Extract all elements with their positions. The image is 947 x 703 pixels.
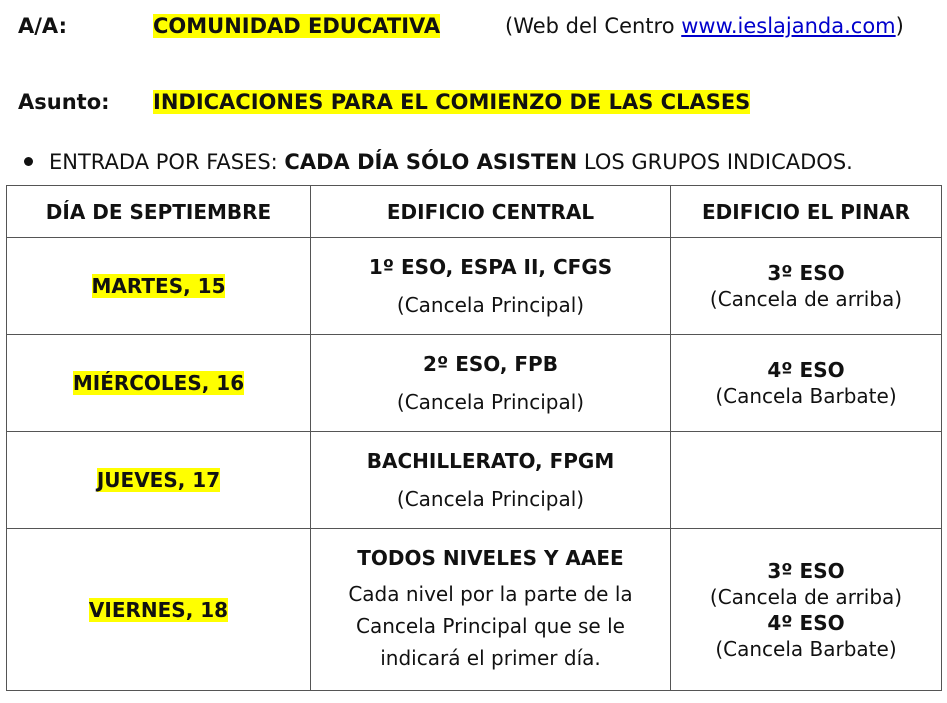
pinar-cell — [671, 335, 942, 432]
pinar-gate: (Cancela de arriba) — [709, 584, 903, 609]
central-gate: (Cancela Principal) — [396, 390, 585, 414]
day-label: MIÉRCOLES, 16 — [72, 371, 245, 395]
central-gate: (Cancela Principal) — [396, 293, 585, 317]
bullet-item — [24, 150, 853, 174]
day-cell — [7, 335, 311, 432]
central-groups: TODOS NIVELES Y AAEE — [357, 545, 624, 570]
bullet-dot-icon — [24, 157, 33, 166]
table-row — [7, 238, 942, 335]
header-central-text: EDIFICIO CENTRAL — [386, 199, 595, 224]
day-label: JUEVES, 17 — [96, 468, 221, 492]
header-day: DÍA DE SEPTIEMBRE — [7, 186, 311, 238]
day-label: VIERNES, 18 — [88, 597, 229, 622]
subject-label: Asunto: — [18, 90, 110, 114]
header-pinar: EDIFICIO EL PINAR — [671, 186, 942, 238]
web-link[interactable]: www.ieslajanda.com — [681, 14, 896, 38]
pinar-gate: (Cancela Barbate) — [715, 636, 897, 661]
central-cell — [311, 529, 671, 691]
table-row — [7, 335, 942, 432]
pinar-groups: 4º ESO — [767, 610, 845, 635]
table-row — [7, 529, 942, 691]
central-cell — [311, 335, 671, 432]
bullet-part3: LOS GRUPOS INDICADOS. — [577, 150, 853, 174]
day-cell — [7, 432, 311, 529]
day-label: MARTES, 15 — [91, 274, 226, 298]
to-label: A/A: — [18, 14, 67, 38]
bullet-part1: ENTRADA POR FASES: — [49, 150, 285, 174]
to-value: COMUNIDAD EDUCATIVA — [153, 14, 441, 38]
web-prefix: (Web del Centro — [505, 14, 682, 38]
schedule-table — [6, 185, 942, 691]
pinar-gate: (Cancela de arriba) — [709, 287, 903, 311]
header-central — [311, 186, 671, 238]
bullet-part2: CADA DÍA SÓLO ASISTEN — [284, 150, 578, 174]
central-groups: 2º ESO, FPB — [423, 352, 558, 376]
central-cell — [311, 238, 671, 335]
central-cell — [311, 432, 671, 529]
pinar-cell — [671, 238, 942, 335]
pinar-cell — [671, 529, 942, 691]
central-note-line: indicará el primer día. — [380, 645, 601, 670]
pinar-groups: 4º ESO — [767, 358, 845, 382]
central-note-line: Cada nivel por la parte de la — [348, 581, 633, 606]
table-row — [7, 432, 942, 529]
central-groups: 1º ESO, ESPA II, CFGS — [368, 255, 613, 279]
subject-value: INDICACIONES PARA EL COMIENZO DE LAS CLASES — [153, 90, 751, 114]
central-note-line: Cancela Principal que se le — [356, 613, 625, 638]
central-note — [348, 578, 632, 674]
web-reference — [505, 14, 904, 38]
central-groups: BACHILLERATO, FPGM — [366, 449, 615, 473]
day-cell — [7, 529, 311, 691]
central-gate: (Cancela Principal) — [396, 487, 585, 511]
day-cell — [7, 238, 311, 335]
pinar-groups: 3º ESO — [767, 558, 845, 583]
pinar-groups: 3º ESO — [767, 261, 845, 285]
pinar-gate: (Cancela Barbate) — [715, 384, 897, 408]
web-suffix: ) — [895, 14, 904, 38]
table-header-row — [7, 186, 942, 238]
pinar-cell-empty — [671, 432, 942, 529]
